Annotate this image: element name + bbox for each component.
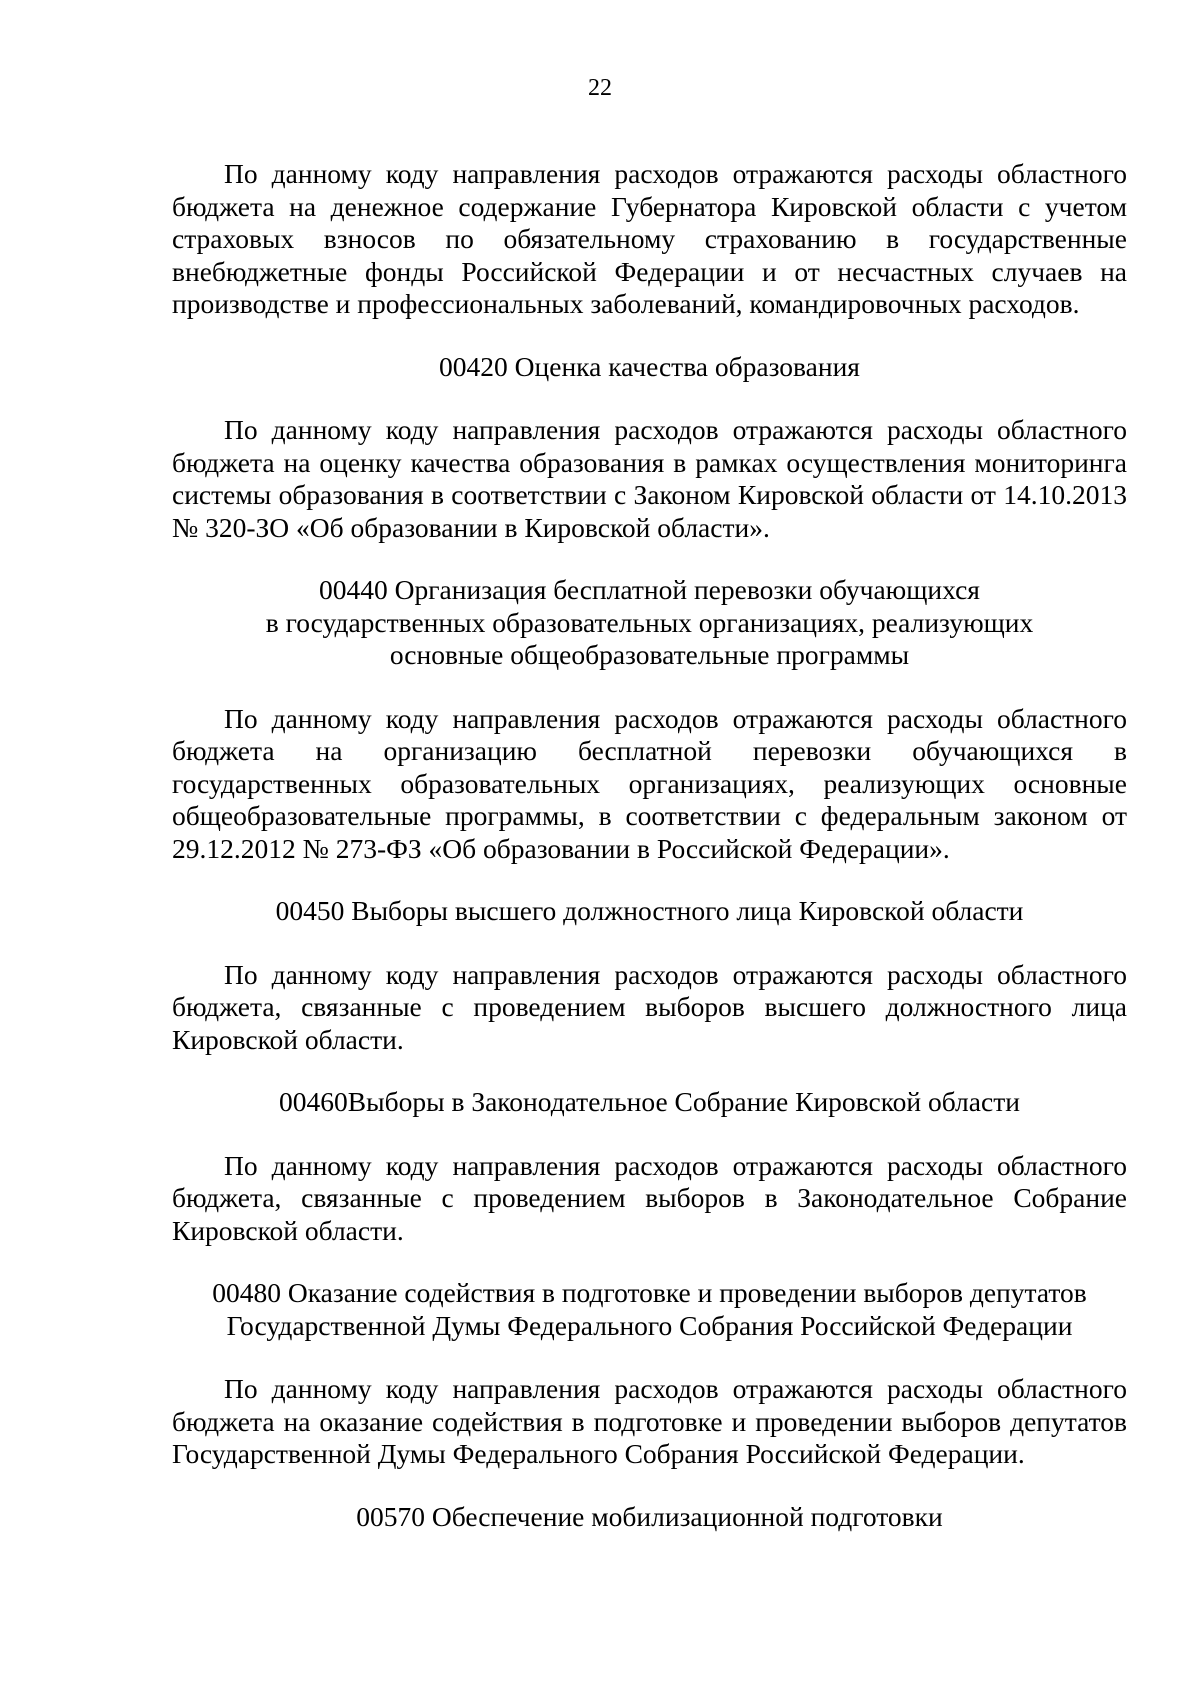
paragraph-duma-elections: По данному коду направления расходов отражаются расходы областного бюджета на оказание содействия в подготовке и проведении выборов депутатов Государственной Думы Федерального Собрания Российской Федерации. — [172, 1373, 1127, 1469]
heading-line: 00440 Организация бесплатной перевозки обучающихся — [319, 574, 980, 605]
heading-00460 — [172, 1086, 1127, 1119]
paragraph-education-quality: По данному коду направления расходов отражаются расходы областного бюджета на оценку качества образования в рамках осуществления мониторинга системы образования в соответствии с Законом Кировской области от 14.10.2013 № 320-ЗО «Об образовании в Кировской области». — [172, 414, 1127, 543]
paragraph-governor-salary: По данному коду направления расходов отражаются расходы областного бюджета на денежное содержание Губернатора Кировской области с учетом страховых взносов по обязательному страхованию в государственные внебюджетные фонды Российской Федерации и от несчастных случаев на производстве и профессиональных заболеваний, командировочных расходов. — [172, 158, 1127, 319]
page-number: 22 — [588, 75, 612, 101]
heading-00480 — [172, 1277, 1127, 1342]
paragraph-student-transport: По данному коду направления расходов отражаются расходы областного бюджета на организацию бесплатной перевозки обучающихся в государственных образовательных организациях, реализующих основные общеобразовательные программы, в соответствии с федеральным законом от 29.12.2012 № 273-ФЗ «Об образовании в Российской Федерации». — [172, 702, 1127, 864]
paragraph-governor-elections: По данному коду направления расходов отражаются расходы областного бюджета, связанные с проведением выборов высшего должностного лица Кировской области. — [172, 958, 1127, 1055]
heading-line: основные общеобразовательные программы — [389, 639, 910, 670]
document-body — [172, 158, 1127, 1533]
heading-line: 00420 Оценка качества образования — [439, 350, 860, 382]
heading-line: 00570 Обеспечение мобилизационной подготовки — [356, 1500, 943, 1532]
heading-line: 00480 Оказание содействия в подготовке и проведении выборов депутатов — [212, 1277, 1087, 1308]
heading-00570 — [172, 1501, 1127, 1534]
heading-line: 00460Выборы в Законодательное Собрание Кировской области — [279, 1086, 1020, 1117]
heading-line: Государственной Думы Федерального Собрания Российской Федерации — [226, 1309, 1073, 1341]
heading-line: 00450 Выборы высшего должностного лица Кировской области — [275, 895, 1024, 926]
heading-line: в государственных образовательных организациях, реализующих — [265, 606, 1034, 638]
heading-00450 — [172, 895, 1127, 928]
heading-00420 — [172, 351, 1127, 384]
paragraph-assembly-elections: По данному коду направления расходов отражаются расходы областного бюджета, связанные с проведением выборов в Законодательное Собрание Кировской области. — [172, 1149, 1127, 1246]
heading-00440 — [172, 574, 1127, 672]
